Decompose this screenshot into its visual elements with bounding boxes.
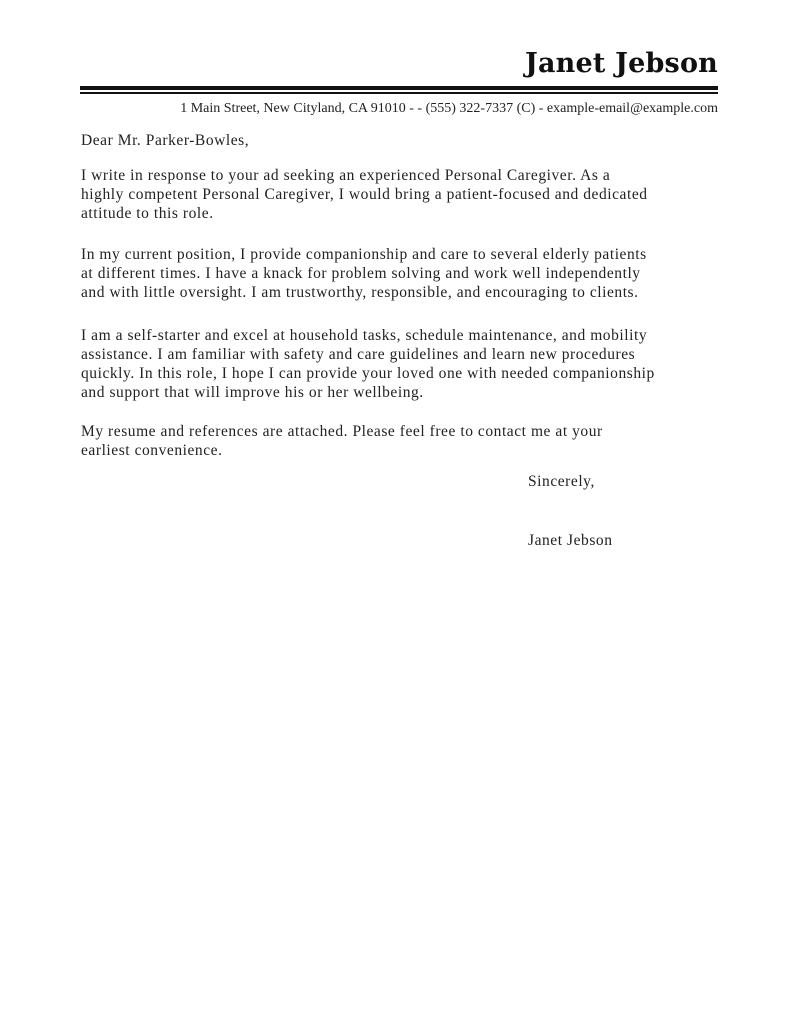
- paragraph-line: I write in response to your ad seeking an experienced Personal Caregiver. As a: [81, 167, 611, 184]
- paragraph-line: earliest convenience.: [81, 442, 223, 459]
- paragraph-line: and with little oversight. I am trustworthy, responsible, and encouraging to clients.: [81, 284, 639, 301]
- header-rule-thick: [80, 86, 718, 90]
- paragraph-line: and support that will improve his or her wellbeing.: [81, 384, 424, 401]
- signature-name: Janet Jebson: [528, 532, 613, 549]
- applicant-name-heading: Janet Jebson: [524, 48, 718, 79]
- paragraph-line: quickly. In this role, I hope I can provide your loved one with needed companionship: [81, 365, 655, 382]
- paragraph-line: I am a self-starter and excel at household tasks, schedule maintenance, and mobility: [81, 327, 648, 344]
- paragraph-line: attitude to this role.: [81, 205, 214, 222]
- paragraph-line: assistance. I am familiar with safety and care guidelines and learn new procedures: [81, 346, 636, 363]
- closing-phrase: Sincerely,: [528, 473, 595, 490]
- paragraph-line: My resume and references are attached. Please feel free to contact me at your: [81, 423, 603, 440]
- paragraph-line: highly competent Personal Caregiver, I would bring a patient-focused and dedicated: [81, 186, 648, 203]
- paragraph-line: In my current position, I provide companionship and care to several elderly patients: [81, 246, 647, 263]
- paragraph-skills: [81, 326, 655, 402]
- salutation: Dear Mr. Parker-Bowles,: [81, 132, 250, 149]
- paragraph-current-position: [81, 245, 647, 302]
- paragraph-intro: [81, 166, 648, 223]
- paragraph-line: at different times. I have a knack for problem solving and work well independently: [81, 265, 641, 282]
- contact-info: 1 Main Street, New Cityland, CA 91010 - - (555) 322-7337 (C) - example-email@example.com: [180, 101, 718, 116]
- paragraph-closing: [81, 422, 603, 460]
- header-rule-thin: [80, 92, 718, 94]
